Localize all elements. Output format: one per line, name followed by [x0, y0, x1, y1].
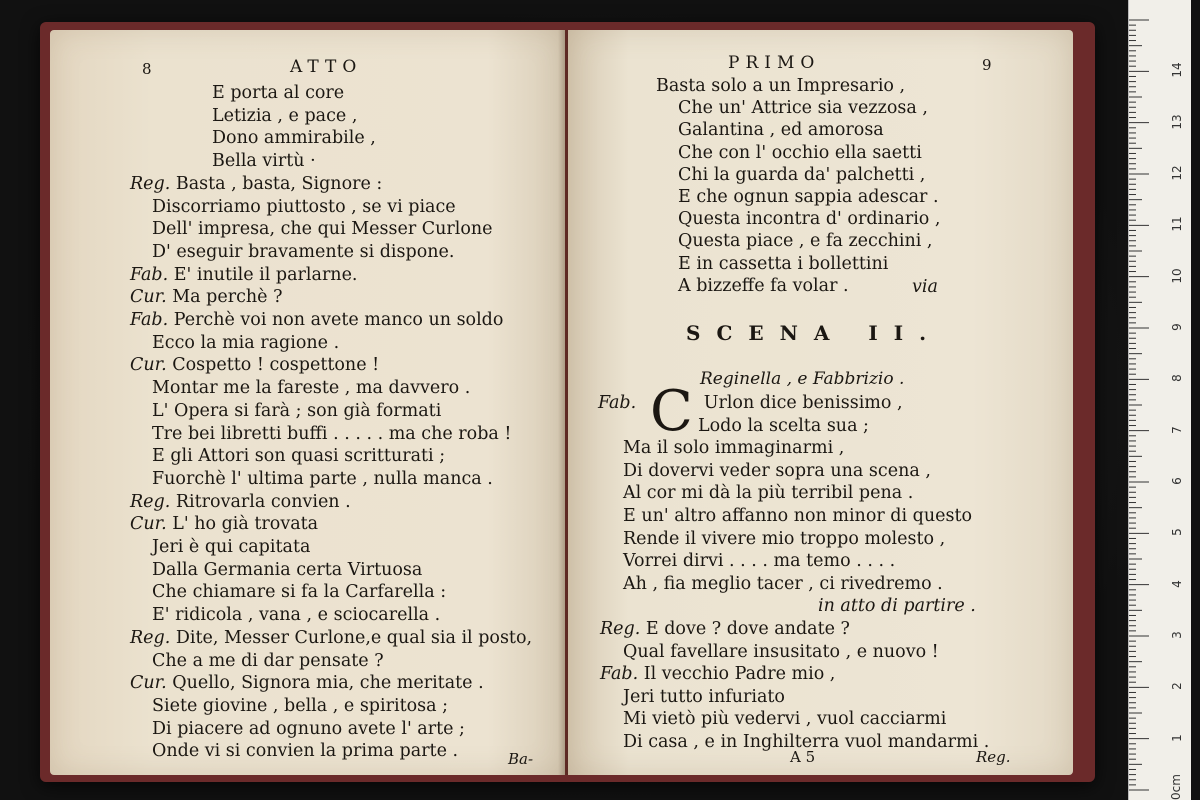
- speaker-label: Cur.: [130, 514, 167, 535]
- text-line: Questa piace , e fa zecchini ,: [678, 231, 933, 252]
- text-line: Bella virtù ·: [212, 151, 316, 172]
- text-line: Cur. Cospetto ! cospettone !: [130, 355, 380, 376]
- text-line: Di dovervi veder sopra una scena ,: [623, 460, 931, 481]
- ruler-number: 3: [1170, 631, 1184, 639]
- ruler-number: 13: [1170, 114, 1184, 130]
- dropcap-letter: C: [650, 379, 693, 444]
- speaker-label: Cur.: [130, 673, 167, 694]
- ruler-number: 1: [1170, 733, 1184, 742]
- text-line: in atto di partire .: [818, 596, 976, 617]
- text-line: E in cassetta i bollettini: [678, 253, 889, 274]
- text-line: Lodo la scelta sua ;: [698, 415, 869, 436]
- text-line: Ma il solo immaginarmi ,: [623, 438, 845, 459]
- ruler-number: 10: [1170, 268, 1184, 284]
- speaker-label: Fab.: [598, 393, 637, 413]
- text-line: Che a me di dar pensate ?: [152, 650, 384, 671]
- text-line: Che chiamare si fa la Carfarella :: [152, 582, 447, 603]
- speaker-label: Reg.: [130, 173, 171, 194]
- text-line: Fuorchè l' ultima parte , nulla manca .: [152, 468, 493, 489]
- ruler-number: 6: [1170, 477, 1184, 485]
- text-line: [598, 392, 903, 415]
- text-line: E porta al core: [212, 83, 345, 103]
- ruler-number: 9: [1170, 323, 1184, 331]
- speaker-label: Fab.: [600, 664, 639, 685]
- text-line: Mi vietò più vedervi , vuol cacciarmi: [623, 709, 947, 730]
- text-line: Galantina , ed amorosa: [678, 120, 884, 141]
- text-line: Dono ammirabile ,: [212, 128, 376, 149]
- exit-note: via: [912, 277, 938, 297]
- text-line: Che con l' occhio ella saetti: [678, 142, 922, 163]
- dropcap-line-rest: Urlon dice benissimo ,: [698, 393, 903, 413]
- text-line: Reg. Basta , basta, Signore :: [130, 173, 383, 194]
- ruler-number: 2: [1170, 682, 1184, 691]
- text-line: Dell' impresa, che qui Messer Curlone: [152, 219, 493, 240]
- ruler-number: 4: [1170, 579, 1184, 588]
- scene-characters: Reginella , e Fabbrizio .: [700, 369, 905, 389]
- text-line: Jeri è qui capitata: [152, 537, 311, 557]
- ruler-number: 0cm: [1169, 774, 1183, 800]
- speaker-label: Cur.: [130, 355, 167, 376]
- text-line: Ah , fia meglio tacer , ci rivedremo .: [623, 573, 943, 594]
- left-running-head: ATTO: [290, 57, 363, 77]
- speaker-label: Reg.: [130, 627, 171, 648]
- text-line: Fab. Il vecchio Padre mio ,: [600, 664, 836, 685]
- text-line: Fab. E' inutile il parlarne.: [130, 264, 358, 285]
- text-line: Di piacere ad ognuno avete l' arte ;: [152, 718, 465, 739]
- left-page: [50, 30, 565, 775]
- text-line: Di casa , e in Inghilterra vuol mandarmi .: [623, 732, 990, 752]
- speaker-label: Reg.: [600, 619, 641, 639]
- text-line: Cur. Ma perchè ?: [130, 287, 283, 308]
- text-line: Letizia , e pace ,: [212, 105, 358, 126]
- text-line: Cur. Quello, Signora mia, che meritate .: [130, 673, 484, 694]
- speaker-label: Reg.: [130, 491, 171, 512]
- right-catchword: Reg.: [976, 748, 1011, 766]
- speaker-label: Fab.: [130, 264, 169, 285]
- text-line: Jeri tutto infuriato: [623, 686, 785, 707]
- left-page-number: 8: [142, 60, 152, 78]
- text-line: D' eseguir bravamente si dispone.: [152, 241, 455, 262]
- text-line: A bizzeffe fa volar .: [678, 275, 849, 296]
- text-line: Fab. Perchè voi non avete manco un soldo: [130, 310, 504, 330]
- text-line: E che ognun sappia adescar .: [678, 187, 939, 207]
- speaker-label: Cur.: [130, 287, 167, 308]
- text-line: Al cor mi dà la più terribil pena .: [623, 483, 914, 504]
- text-line: Vorrei dirvi . . . . ma temo . . . .: [623, 551, 896, 572]
- right-page-number: 9: [982, 56, 992, 74]
- measurement-ruler: [1128, 0, 1191, 800]
- text-line: Che un' Attrice sia vezzosa ,: [678, 98, 928, 119]
- ruler-number: 14: [1170, 62, 1184, 78]
- text-line: Questa incontra d' ordinario ,: [678, 209, 941, 230]
- text-line: E un' altro affanno non minor di questo: [623, 506, 973, 526]
- right-running-head: PRIMO: [728, 53, 821, 73]
- text-line: Montar me la fareste , ma davvero .: [152, 378, 471, 399]
- text-line: Qual favellare insusitato , e nuovo !: [623, 641, 939, 662]
- text-line: E gli Attori son quasi scritturati ;: [152, 446, 446, 467]
- text-line: Reg. Dite, Messer Curlone,e qual sia il posto,: [130, 627, 533, 648]
- text-line: E' ridicola , vana , e sciocarella .: [152, 605, 441, 626]
- speaker-label: Fab.: [130, 310, 169, 330]
- ruler-number: 5: [1170, 528, 1184, 537]
- right-page: [568, 30, 1073, 775]
- text-line: Onde vi si convien la prima parte .: [152, 741, 459, 762]
- left-catchword: Ba-: [508, 750, 534, 768]
- ruler-number: 12: [1170, 165, 1184, 181]
- text-line: Siete giovine , bella , e spiritosa ;: [152, 695, 449, 716]
- text-line: Tre bei libretti buffi . . . . . ma che roba !: [152, 423, 512, 444]
- text-line: Ecco la mia ragione .: [152, 332, 340, 353]
- text-line: Rende il vivere mio troppo molesto ,: [623, 528, 946, 549]
- text-line: Cur. L' ho già trovata: [130, 514, 319, 535]
- text-line: Basta solo a un Impresario ,: [656, 76, 906, 96]
- text-line: L' Opera si farà ; son già formati: [152, 400, 442, 421]
- ruler-number: 11: [1170, 216, 1184, 232]
- ruler-number: 8: [1170, 374, 1184, 383]
- scene-title: SCENA II.: [686, 321, 943, 345]
- text-line: Reg. E dove ? dove andate ?: [600, 619, 850, 639]
- ruler-number: 7: [1170, 425, 1184, 434]
- text-line: Dalla Germania certa Virtuosa: [152, 559, 423, 580]
- text-line: Chi la guarda da' palchetti ,: [678, 164, 926, 185]
- text-line: Discorriamo piuttosto , se vi piace: [152, 196, 456, 217]
- text-line: Reg. Ritrovarla convien .: [130, 491, 351, 512]
- signature-mark: A 5: [790, 748, 816, 766]
